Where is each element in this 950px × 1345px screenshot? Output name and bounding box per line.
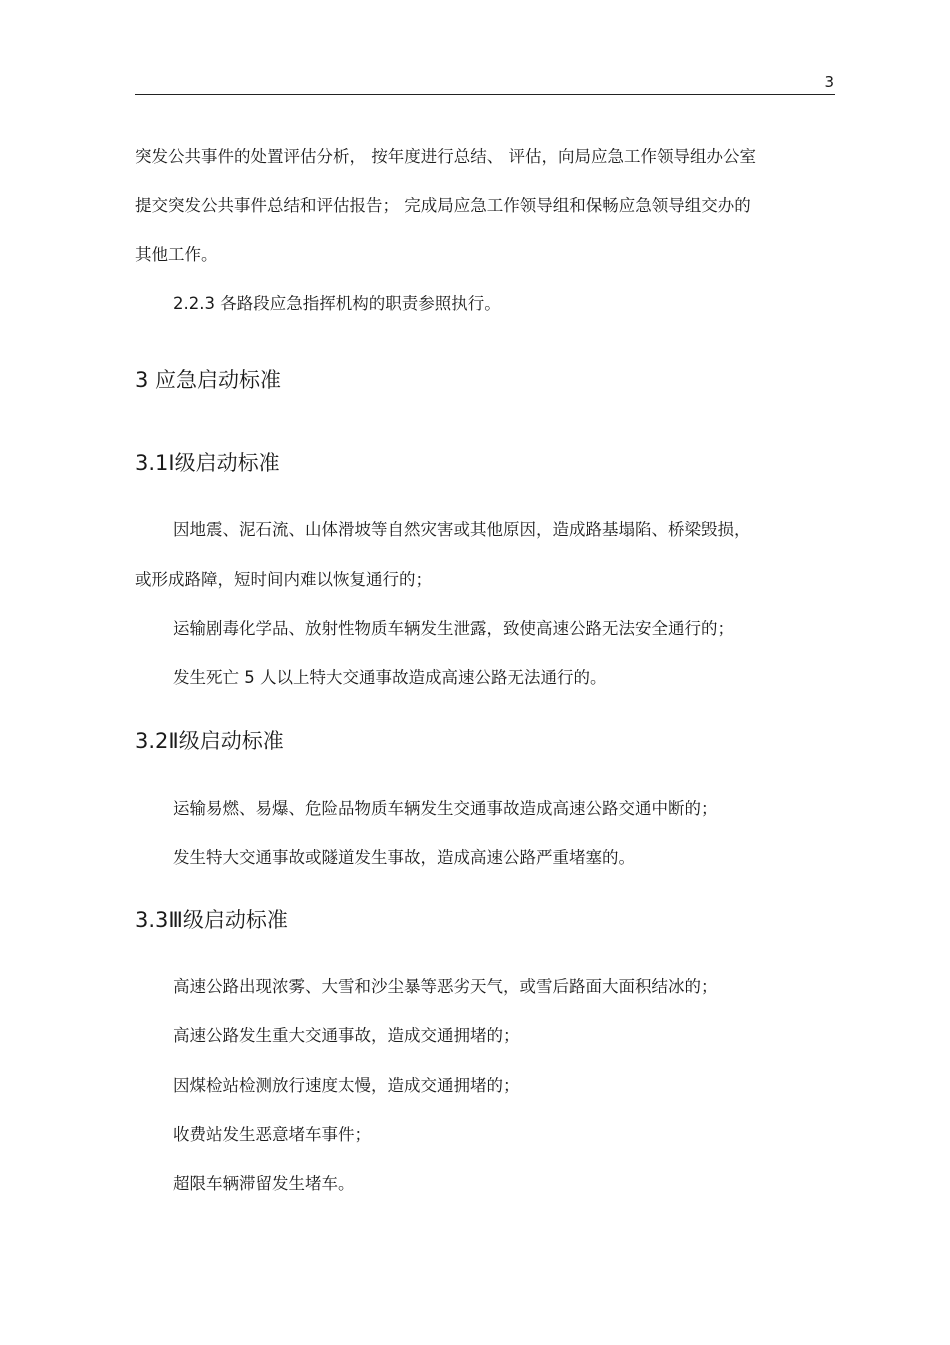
body-text-line: 提交突发公共事件总结和评估报告； 完成局应急工作领导组和保畅应急领导组交办的: [135, 196, 751, 215]
body-text-line: 突发公共事件的处置评估分析， 按年度进行总结、 评估，向局应急工作领导组办公室: [135, 147, 756, 166]
section-3-1-heading: 3.1Ⅰ级启动标准: [135, 451, 280, 475]
list-item: 因地震、泥石流、山体滑坡等自然灾害或其他原因，造成路基塌陷、桥梁毁损，: [173, 520, 751, 539]
list-item: 因煤检站检测放行速度太慢，造成交通拥堵的；: [173, 1076, 520, 1095]
section-3-2-heading: 3.2Ⅱ级启动标准: [135, 729, 284, 753]
list-item: 高速公路发生重大交通事故，造成交通拥堵的；: [173, 1026, 520, 1045]
list-item: 运输易燃、易爆、危险品物质车辆发生交通事故造成高速公路交通中断的；: [173, 799, 718, 818]
page-number: 3: [824, 73, 834, 91]
list-item: 运输剧毒化学品、放射性物质车辆发生泄露，致使高速公路无法安全通行的；: [173, 619, 734, 638]
list-item: 超限车辆滞留发生堵车。: [173, 1174, 355, 1193]
clause-2-2-3: 2.2.3 各路段应急指挥机构的职责参照执行。: [173, 294, 501, 313]
list-item: 高速公路出现浓雾、大雪和沙尘暴等恶劣天气，或雪后路面大面积结冰的；: [173, 977, 718, 996]
body-text-line: 其他工作。: [135, 245, 218, 264]
list-item: 收费站发生恶意堵车事件；: [173, 1125, 371, 1144]
list-item: 发生特大交通事故或隧道发生事故，造成高速公路严重堵塞的。: [173, 848, 635, 867]
list-item: 或形成路障，短时间内难以恢复通行的；: [135, 570, 432, 589]
section-3-heading: 3 应急启动标准: [135, 368, 282, 392]
header-rule: [135, 94, 835, 95]
section-3-3-heading: 3.3Ⅲ级启动标准: [135, 908, 288, 932]
list-item: 发生死亡 5 人以上特大交通事故造成高速公路无法通行的。: [173, 668, 607, 687]
